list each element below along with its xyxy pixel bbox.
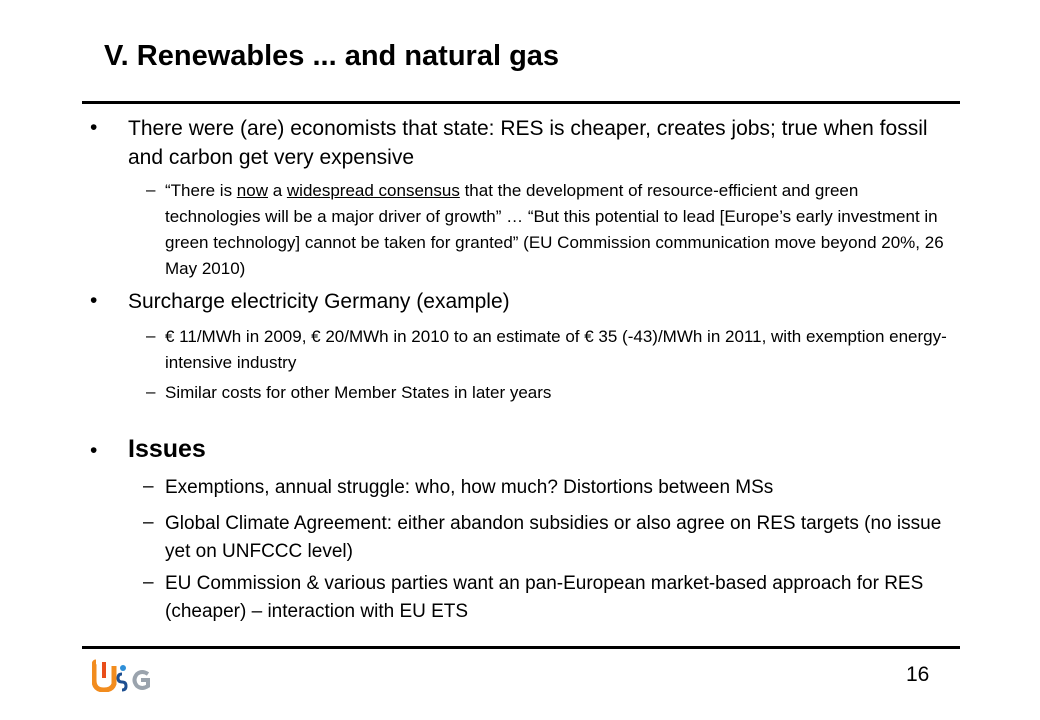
bullet-marker: • xyxy=(90,439,98,462)
slide-title: V. Renewables ... and natural gas xyxy=(104,40,560,72)
dash-marker: – xyxy=(146,382,156,401)
bullet-2-text: Surcharge electricity Germany (example) xyxy=(128,290,510,313)
bullet-marker: • xyxy=(90,289,98,312)
bullet-3-sub-2: Global Climate Agreement: either abandon subsidies or also agree on RES targets (no issue yet on UNFCCC level) xyxy=(165,513,942,562)
dash-marker: – xyxy=(143,512,154,533)
bullet-1-text: There were (are) economists that state: RES is cheaper, creates jobs; true when fossil and carbon get very expensive xyxy=(128,117,928,169)
dash-marker: – xyxy=(146,326,156,345)
dash-marker: – xyxy=(146,180,156,199)
underlined-now: now xyxy=(236,181,268,200)
bullet-marker: • xyxy=(90,116,98,139)
issues-heading: Issues xyxy=(128,435,206,463)
bullet-2-sub-2: Similar costs for other Member States in later years xyxy=(165,383,552,402)
dash-marker: – xyxy=(143,476,154,497)
page-number: 16 xyxy=(906,663,930,686)
bullet-1-sub-1: “There is now a widespread consensus that the development of resource-efficient and green technologies will be a major driver of growth” … “But this potential to lead [Europe’s early investment in green technology] cannot be taken for granted” (EU Commission communication move beyond 20%, 26 May 2010) xyxy=(165,181,944,278)
bullet-3-sub-3: EU Commission & various parties want an pan-European market-based approach for RES (cheaper) – interaction with EU ETS xyxy=(165,573,924,622)
dash-marker: – xyxy=(143,572,154,593)
bullet-3-sub-1: Exemptions, annual struggle: who, how much? Distortions between MSs xyxy=(165,477,774,498)
bottom-rule xyxy=(82,646,960,649)
underlined-consensus: widespread consensus xyxy=(286,181,460,200)
usg-logo xyxy=(92,658,152,692)
bullet-2-sub-1: € 11/MWh in 2009, € 20/MWh in 2010 to an estimate of € 35 (-43)/MWh in 2011, with exemption energy-intensive industry xyxy=(165,327,947,372)
